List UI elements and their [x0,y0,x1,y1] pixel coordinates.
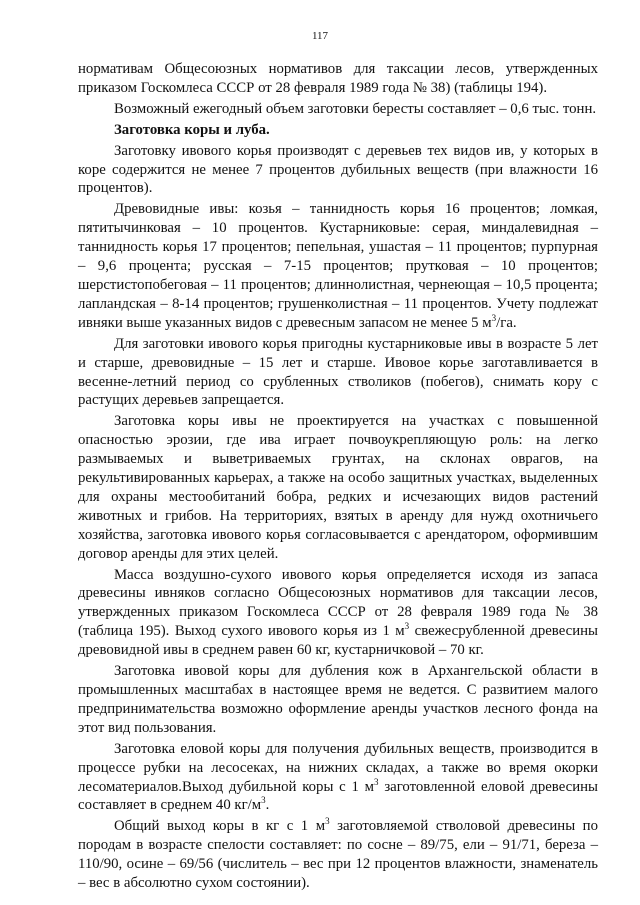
paragraph-9 [78,740,598,816]
paragraph-9-text-b: заготовленной еловой древесины составляет в среднем 40 кг/м [78,778,598,814]
page-number: 117 [311,30,329,42]
paragraph-4 [78,200,598,332]
paragraph-9-text-a: Заготовка еловой коры для получения дубильных веществ, производится в процессе рубки на лесосеках, на нижних складах, а также во время окорки лесоматериалов.Выход дубильной коры с 1 м [78,740,598,795]
superscript-3: 3 [261,795,266,806]
paragraph-7-text-a: Масса воздушно-сухого ивового корья определяется исходя из запаса древесины ивняков согласно Общесоюзных нормативов для таксации лесов, утвержденных приказом Госкомлеса СССР от 28 февраля 1989 года № 38 (таблица 195). Выход сухого ивового корья из 1 м [78,566,598,640]
paragraph-7 [78,566,598,661]
superscript-3: 3 [491,312,497,323]
superscript-3: 3 [374,776,379,787]
paragraph-6: Заготовка коры ивы не проектируется на участках с повышенной опасностью эрозии, где ива играет почвоукрепляющую роль: на легко размываемых и выветриваемых грунтах, на склонах оврагов, на рекультивированных карьерах, а также на особо защитных участках, выделенных для охраны местообитаний бобра, редких и исчезающих видов растений животных и грибов. На территориях, взятых в аренду для нужд охотничьего хозяйства, заготовка ивового корья согласовывается с арендатором, оформившим договор аренды для этих целей. [78,413,598,562]
page-body [78,60,598,895]
paragraph-4-text: Древовидные ивы: козья – таннидность корья 16 процентов; ломкая, пятитычинковая – 10 процентов. Кустарниковые: серая, миндалевидная – таннидность корья 17 процентов; пепельная, ушастая – 11 процентов; пурпурная – 9,6 процента; русская – 7-15 процентов; прутковая – 10 процентов; шерстистопобеговая – 11 процентов; длиннолистная, чернеющая – 10,5 процента; лапландская – 8-14 процентов; грушенколистная – 11 процентов. Учету подлежат ивняки выше указанных видов с древесным запасом не менее 5 м [78,201,598,331]
paragraph-10 [78,817,598,893]
paragraph-3: Заготовку ивового корья производят с деревьев тех видов ив, у которых в коре содержится не менее 7 процентов дубильных веществ (при влажности 16 процентов). [78,142,598,197]
paragraph-1: нормативам Общесоюзных нормативов для таксации лесов, утвержденных приказом Госкомлеса СССР от 28 февраля 1989 года № 38) (таблицы 194). [78,61,598,96]
paragraph-10-text-a: Общий выход коры в кг с 1 м [114,818,326,835]
paragraph-7-text-b: свежесрубленной древесины древовидной ивы в среднем равен 60 кг, кустарничковой – 70 кг. [78,623,598,659]
paragraph-4-end: /га. [496,314,517,331]
paragraph-9-text-c: . [265,797,270,814]
paragraph-2: Возможный ежегодный объем заготовки бересты составляет – 0,6 тыс. тонн. [114,100,597,117]
superscript-3: 3 [404,621,410,632]
superscript-3: 3 [325,816,330,827]
section-heading: Заготовка коры и луба. [114,121,270,138]
paragraph-8: Заготовка ивовой коры для дубления кож в Архангельской области в промышленных масштабах в настоящее время не ведется. С развитием малого предпринимательства возможно оформление аренды участков лесного фонда на этот вид пользования. [78,663,598,736]
paragraph-10-text-b: заготовляемой стволовой древесины по породам в возрасте спелости составляет: по сосне – 89/75, ели – 91/71, береза – 110/90, осине – 69/56 (числитель – вес при 12 процентов влажности, знаменатель – вес в абсолютно сухом состоянии). [78,818,598,892]
paragraph-5: Для заготовки ивового корья пригодны кустарниковые ивы в возрасте 5 лет и старше, древовидные – 15 лет и старше. Ивовое корье заготавливается в весенне-летний период со срубленных стволиков (побегов), снимать кору с растущих деревьев запрещается. [78,335,598,409]
